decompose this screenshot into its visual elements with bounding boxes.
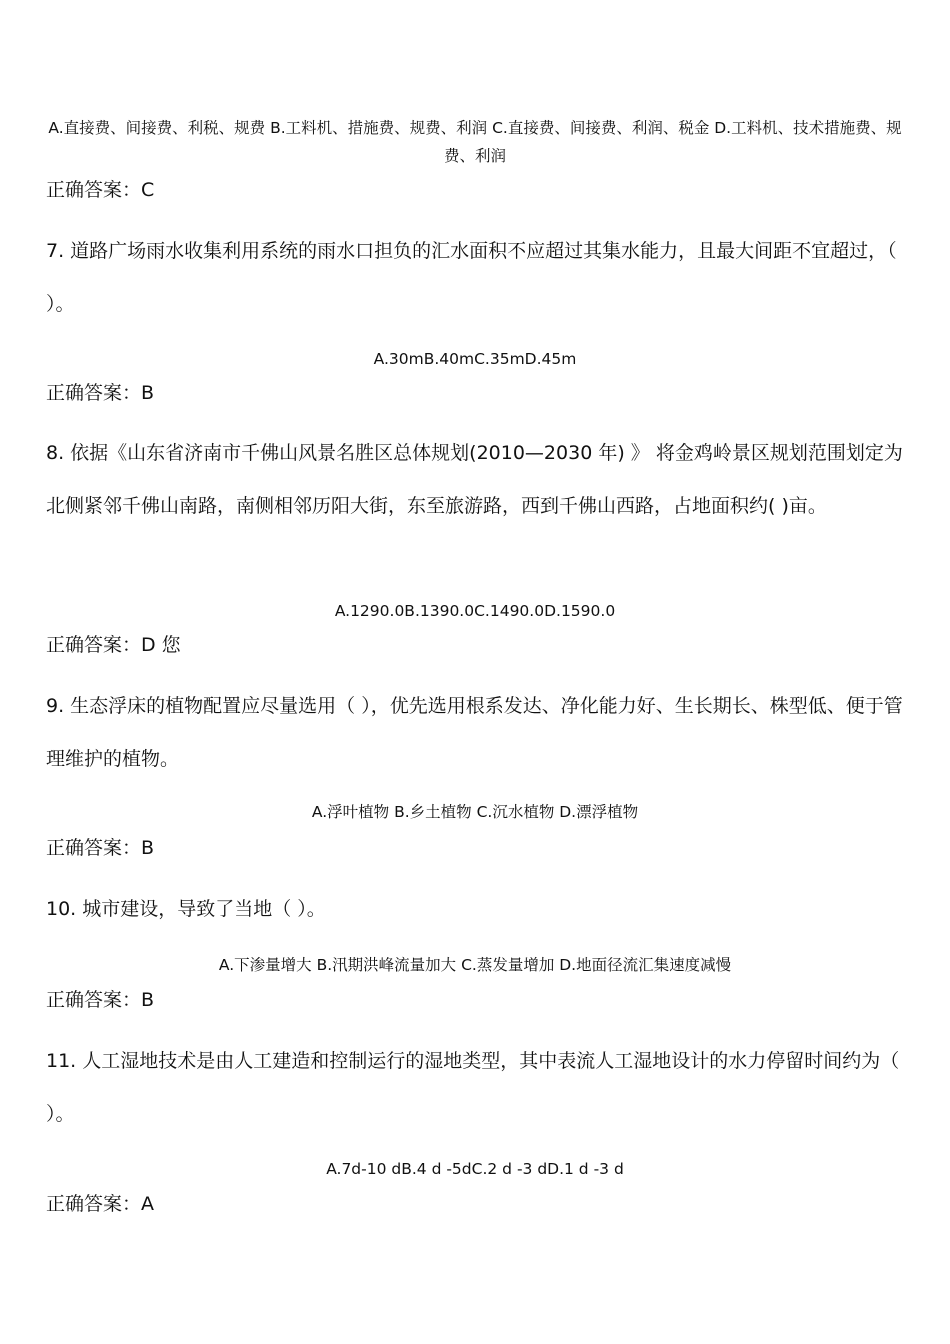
q10-question: 10. 城市建设，导致了当地（ ）。 bbox=[46, 898, 326, 920]
q9-answer: 正确答案：B bbox=[46, 837, 155, 859]
q6-options: A.直接费、间接费、利税、规费 B.工料机、措施费、规费、利润 C.直接费、间接费、利润、税金 D.工料机、技术措施费、规费、利润 bbox=[48, 119, 902, 165]
q7-options: A.30mB.40mC.35mD.45m bbox=[373, 350, 577, 368]
q10-options: A.下渗量增大 B.汛期洪峰流量加大 C.蒸发量增加 D.地面径流汇集速度减慢 bbox=[218, 956, 732, 974]
q6-answer: 正确答案：C bbox=[46, 179, 155, 201]
q11-answer: 正确答案：A bbox=[46, 1193, 154, 1215]
q9-options: A.浮叶植物 B.乡土植物 C.沉水植物 D.漂浮植物 bbox=[311, 803, 639, 821]
q11-question: 11. 人工湿地技术是由人工建造和控制运行的湿地类型，其中表流人工湿地设计的水力停留时间约为（ ）。 bbox=[46, 1050, 900, 1125]
q8-question: 8. 依据《山东省济南市千佛山风景名胜区总体规划(2010—2030 年) 》 将金鸡岭景区规划范围划定为北侧紧邻千佛山南路，南侧相邻历阳大街，东至旅游路，西到千佛山西路，占地面积约( )亩。 bbox=[46, 442, 903, 517]
q11-options: A.7d-10 dB.4 d -5dC.2 d -3 dD.1 d -3 d bbox=[326, 1160, 624, 1178]
q7-answer: 正确答案：B bbox=[46, 382, 155, 404]
q7-question: 7. 道路广场雨水收集利用系统的雨水口担负的汇水面积不应超过其集水能力，且最大间距不宜超过，（ ）。 bbox=[46, 240, 897, 315]
q8-answer: 正确答案：D 您 bbox=[46, 634, 181, 656]
q9-question: 9. 生态浮床的植物配置应尽量选用（ ），优先选用根系发达、净化能力好、生长期长、株型低、便于管理维护的植物。 bbox=[46, 695, 903, 770]
q10-answer: 正确答案：B bbox=[46, 989, 155, 1011]
q8-options: A.1290.0B.1390.0C.1490.0D.1590.0 bbox=[334, 602, 616, 620]
